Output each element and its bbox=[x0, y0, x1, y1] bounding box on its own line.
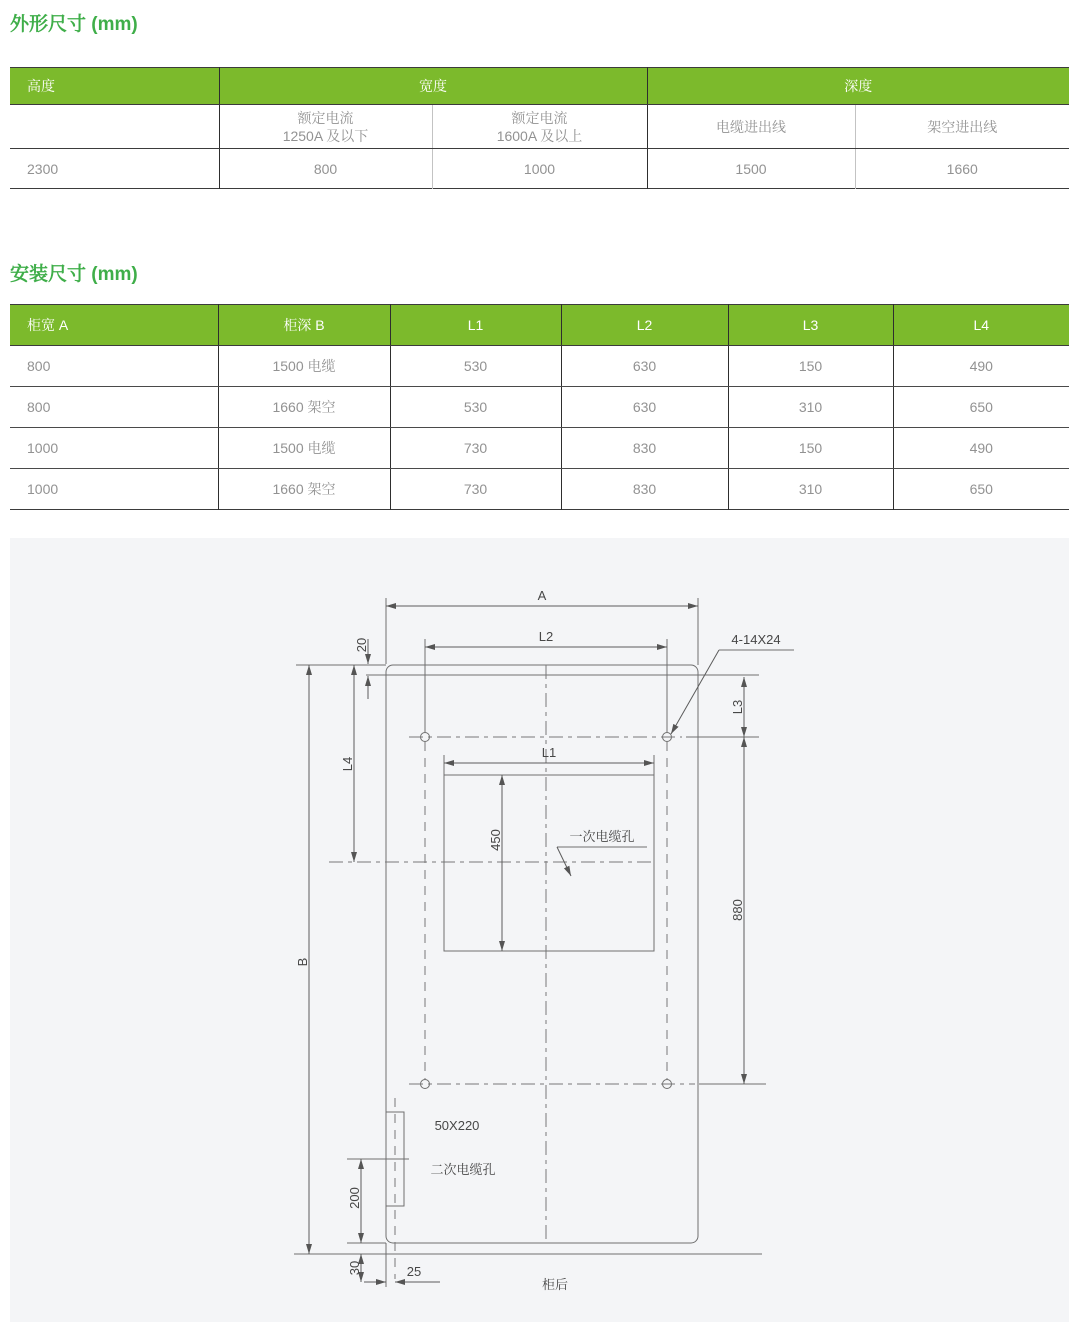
dim-a-label: A bbox=[537, 588, 547, 603]
hole-note-leader bbox=[671, 650, 719, 734]
cell-l4: 650 bbox=[969, 481, 993, 497]
section-title-outline-dimensions: 外形尺寸 (mm) bbox=[10, 14, 138, 35]
header-l3: L3 bbox=[728, 305, 893, 346]
header-height: 高度 bbox=[10, 68, 219, 105]
subheader-line1: 额定电流 bbox=[511, 109, 568, 126]
cell-width-1250: 800 bbox=[219, 149, 432, 189]
cell-width-a: 1000 bbox=[10, 469, 218, 510]
cell-l4: 650 bbox=[893, 387, 1069, 428]
cell-l1: 730 bbox=[390, 469, 561, 510]
cell-width-a: 800 bbox=[10, 387, 218, 428]
cell-l4: 490 bbox=[893, 428, 1069, 469]
table-subheader-row bbox=[10, 105, 1069, 149]
table-header-row bbox=[10, 305, 1069, 346]
dim-880-label: 880 bbox=[730, 899, 745, 921]
dim-l2-label: L2 bbox=[538, 629, 554, 644]
header-depth: 深度 bbox=[647, 68, 1069, 105]
dim-25-label: 25 bbox=[406, 1264, 422, 1279]
dim-l4-label: L4 bbox=[340, 756, 355, 772]
cell-l3: 150 bbox=[728, 346, 893, 387]
cell-l2: 630 bbox=[561, 387, 728, 428]
cell-depth-b: 1660 架空 bbox=[218, 387, 390, 428]
subheader-rated-current-1600 bbox=[432, 105, 647, 149]
install-dimensions-table bbox=[10, 304, 1069, 510]
header-l1: L1 bbox=[390, 305, 561, 346]
cell-depth-cable: 1500 bbox=[647, 149, 855, 189]
dim-l3-label: L3 bbox=[730, 699, 745, 715]
header-width: 宽度 bbox=[219, 68, 647, 105]
cabinet-rear-label: 柜后 bbox=[541, 1277, 569, 1292]
outline-dimensions-table bbox=[10, 67, 1069, 189]
subheader-line1: 额定电流 bbox=[297, 109, 354, 126]
cell-depth-overhead: 1660 bbox=[946, 160, 978, 177]
cell-width-a: 1000 bbox=[10, 428, 218, 469]
dim-200-label: 200 bbox=[347, 1187, 362, 1209]
cell-depth-b: 1660 架空 bbox=[218, 469, 390, 510]
section-title-install-dimensions: 安装尺寸 (mm) bbox=[10, 264, 138, 285]
secondary-hole-size-label: 50X220 bbox=[434, 1118, 480, 1133]
dim-l1-label: L1 bbox=[541, 745, 557, 760]
dim-20-label: 20 bbox=[354, 637, 369, 653]
dim-450-label: 450 bbox=[488, 829, 503, 851]
header-cabinet-depth-b: 柜深 B bbox=[218, 305, 390, 346]
cell-depth-b: 1500 电缆 bbox=[218, 346, 390, 387]
cell-l1: 730 bbox=[390, 428, 561, 469]
cell-height: 2300 bbox=[10, 149, 219, 189]
table-row bbox=[10, 428, 1069, 469]
subheader-rated-current-1250 bbox=[219, 105, 432, 149]
subheader-cable-entry: 电缆进出线 bbox=[647, 105, 855, 149]
table-row bbox=[10, 346, 1069, 387]
cell-l1: 530 bbox=[390, 346, 561, 387]
table-data-row bbox=[10, 149, 1069, 189]
cell-l2: 630 bbox=[561, 346, 728, 387]
hole-note-label: 4-14X24 bbox=[731, 632, 781, 647]
installation-plan-drawing bbox=[10, 538, 1068, 1322]
primary-hole-label: 一次电缆孔 bbox=[569, 829, 635, 844]
cell-width-a: 800 bbox=[10, 346, 218, 387]
cell-width-1600: 1000 bbox=[432, 149, 647, 189]
table-row bbox=[10, 387, 1069, 428]
cell-l3: 150 bbox=[728, 428, 893, 469]
cell-l3: 310 bbox=[728, 387, 893, 428]
cell-l2: 830 bbox=[561, 469, 728, 510]
table-header-row bbox=[10, 68, 1069, 105]
cell-l1: 530 bbox=[390, 387, 561, 428]
subheader-overhead-entry: 架空进出线 bbox=[855, 105, 1069, 149]
installation-drawing-panel bbox=[10, 538, 1069, 1322]
cell-l2: 830 bbox=[561, 428, 728, 469]
cell-l3: 310 bbox=[728, 469, 893, 510]
table-row bbox=[10, 469, 1069, 510]
subheader-line2: 1600A 及以上 bbox=[496, 127, 583, 144]
dim-30-label: 30 bbox=[347, 1260, 362, 1276]
secondary-hole-label: 二次电缆孔 bbox=[430, 1162, 496, 1177]
primary-cable-hole bbox=[444, 775, 654, 951]
subheader-line2: 1250A 及以下 bbox=[282, 127, 369, 144]
header-l2: L2 bbox=[561, 305, 728, 346]
header-l4: L4 bbox=[893, 305, 1069, 346]
header-cabinet-width-a: 柜宽 A bbox=[10, 305, 218, 346]
subheader-empty bbox=[10, 105, 219, 149]
cell-depth-b: 1500 电缆 bbox=[218, 428, 390, 469]
cell-l4: 490 bbox=[893, 346, 1069, 387]
dim-b-label: B bbox=[295, 957, 310, 967]
